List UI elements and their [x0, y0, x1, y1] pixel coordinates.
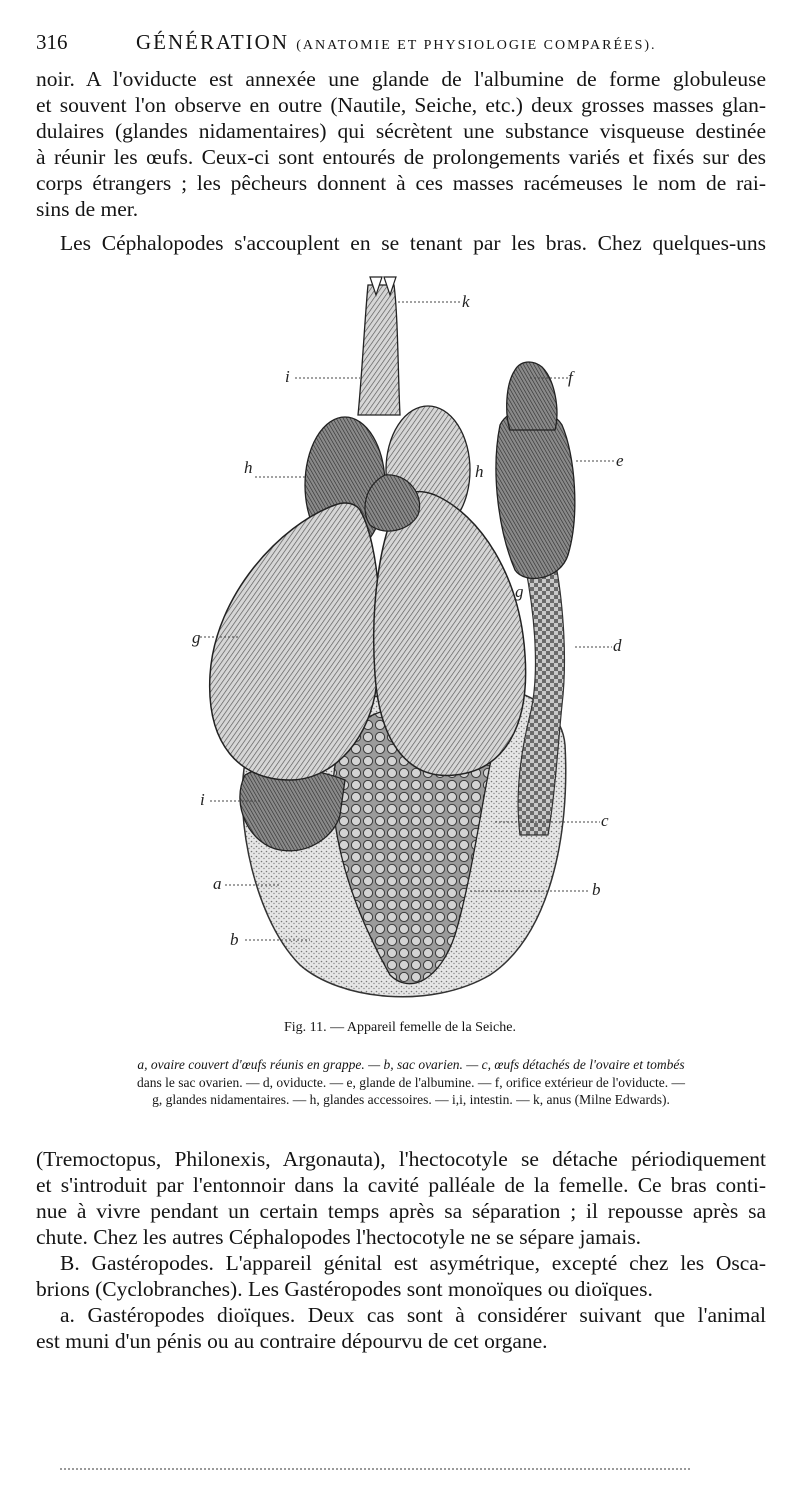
label-c: c [601, 811, 609, 830]
legend-line: a, ovaire couvert d'œufs réunis en grappe. — b, sac ovarien. — c, œufs détachés de l'ovaire et tombés [137, 1057, 685, 1072]
running-title-sub: (ANATOMIE ET PHYSIOLOGIE COMPARÉES). [296, 38, 657, 53]
figure-seiche-female-apparatus [170, 275, 640, 1010]
text-line: sins de mer. [36, 197, 139, 221]
legend-line: g, glandes nidamentaires. — h, glandes accessoires. — i,i, intestin. — k, anus (Milne Edwards). [152, 1092, 670, 1107]
label-g-right: g [515, 582, 524, 601]
oviduct-orifice [507, 362, 557, 430]
label-k: k [462, 292, 470, 311]
label-i-bottom: i [200, 790, 205, 809]
text-line: (Tremoctopus, Philonexis, Argonauta), l'hectocotyle se détache périodiquement [36, 1147, 766, 1171]
label-h-right: h [475, 462, 484, 481]
text-line: a. Gastéropodes dioïques. Deux cas sont à considérer suivant que l'animal [60, 1303, 766, 1327]
label-h-left: h [244, 458, 253, 477]
label-d: d [613, 636, 622, 655]
label-b-left: b [230, 930, 239, 949]
paragraph-oviducte [36, 66, 766, 222]
albumin-gland [496, 409, 575, 578]
page-number: 316 [36, 30, 68, 54]
label-e: e [616, 451, 624, 470]
running-title [136, 30, 657, 55]
running-title-main: GÉNÉRATION [136, 30, 289, 54]
bottom-dotted-rule [60, 1468, 690, 1470]
text-line: nue à vivre pendant un certain temps après sa séparation ; il repousse après sa [36, 1199, 766, 1223]
label-b-right: b [592, 880, 601, 899]
anus-tube [358, 285, 400, 415]
text-line: est muni d'un pénis ou au contraire dépourvu de cet organe. [36, 1329, 548, 1353]
text-line: dulaires (glandes nidamentaires) qui sécrètent une substance visqueuse destinée [36, 119, 766, 143]
figure-legend [56, 1056, 766, 1109]
text-line: brions (Cyclobranches). Les Gastéropodes sont monoïques ou dioïques. [36, 1277, 653, 1301]
text-line: noir. A l'oviducte est annexée une glande de l'albumine de forme globuleuse [36, 67, 766, 91]
text-line: corps étrangers ; les pêcheurs donnent à ces masses racémeuses le nom de rai- [36, 171, 766, 195]
running-header [36, 30, 766, 60]
label-f: f [568, 368, 573, 387]
text-line: Les Céphalopodes s'accouplent en se tenant par les bras. Chez quelques-uns [60, 231, 766, 255]
paragraph-hectocotyle [36, 1146, 766, 1354]
figure-caption-title: Fig. 11. — Appareil femelle de la Seiche. [284, 1020, 516, 1035]
legend-line: dans le sac ovarien. — d, oviducte. — e, glande de l'albumine. — f, orifice extérieur de l'oviducte. — [136, 1074, 686, 1090]
anatomical-illustration [170, 275, 640, 1010]
label-a: a [213, 874, 222, 893]
text-line: à réunir les œufs. Ceux-ci sont entourés de prolongements variés et fixés sur des [36, 145, 766, 169]
text-line: chute. Chez les autres Céphalopodes l'hectocotyle ne se sépare jamais. [36, 1225, 642, 1249]
text-line: et souvent l'on observe en outre (Nautile, Seiche, etc.) deux grosses masses glan- [36, 93, 766, 117]
label-g-left: g [192, 628, 201, 647]
paragraph-accouplement [36, 230, 766, 256]
text-line: et s'introduit par l'entonnoir dans la cavité palléale de la femelle. Ce bras conti- [36, 1173, 766, 1197]
nidamental-gland-left [210, 503, 380, 780]
label-i-top: i [285, 367, 290, 386]
text-line: B. Gastéropodes. L'appareil génital est asymétrique, excepté chez les Osca- [60, 1251, 766, 1275]
